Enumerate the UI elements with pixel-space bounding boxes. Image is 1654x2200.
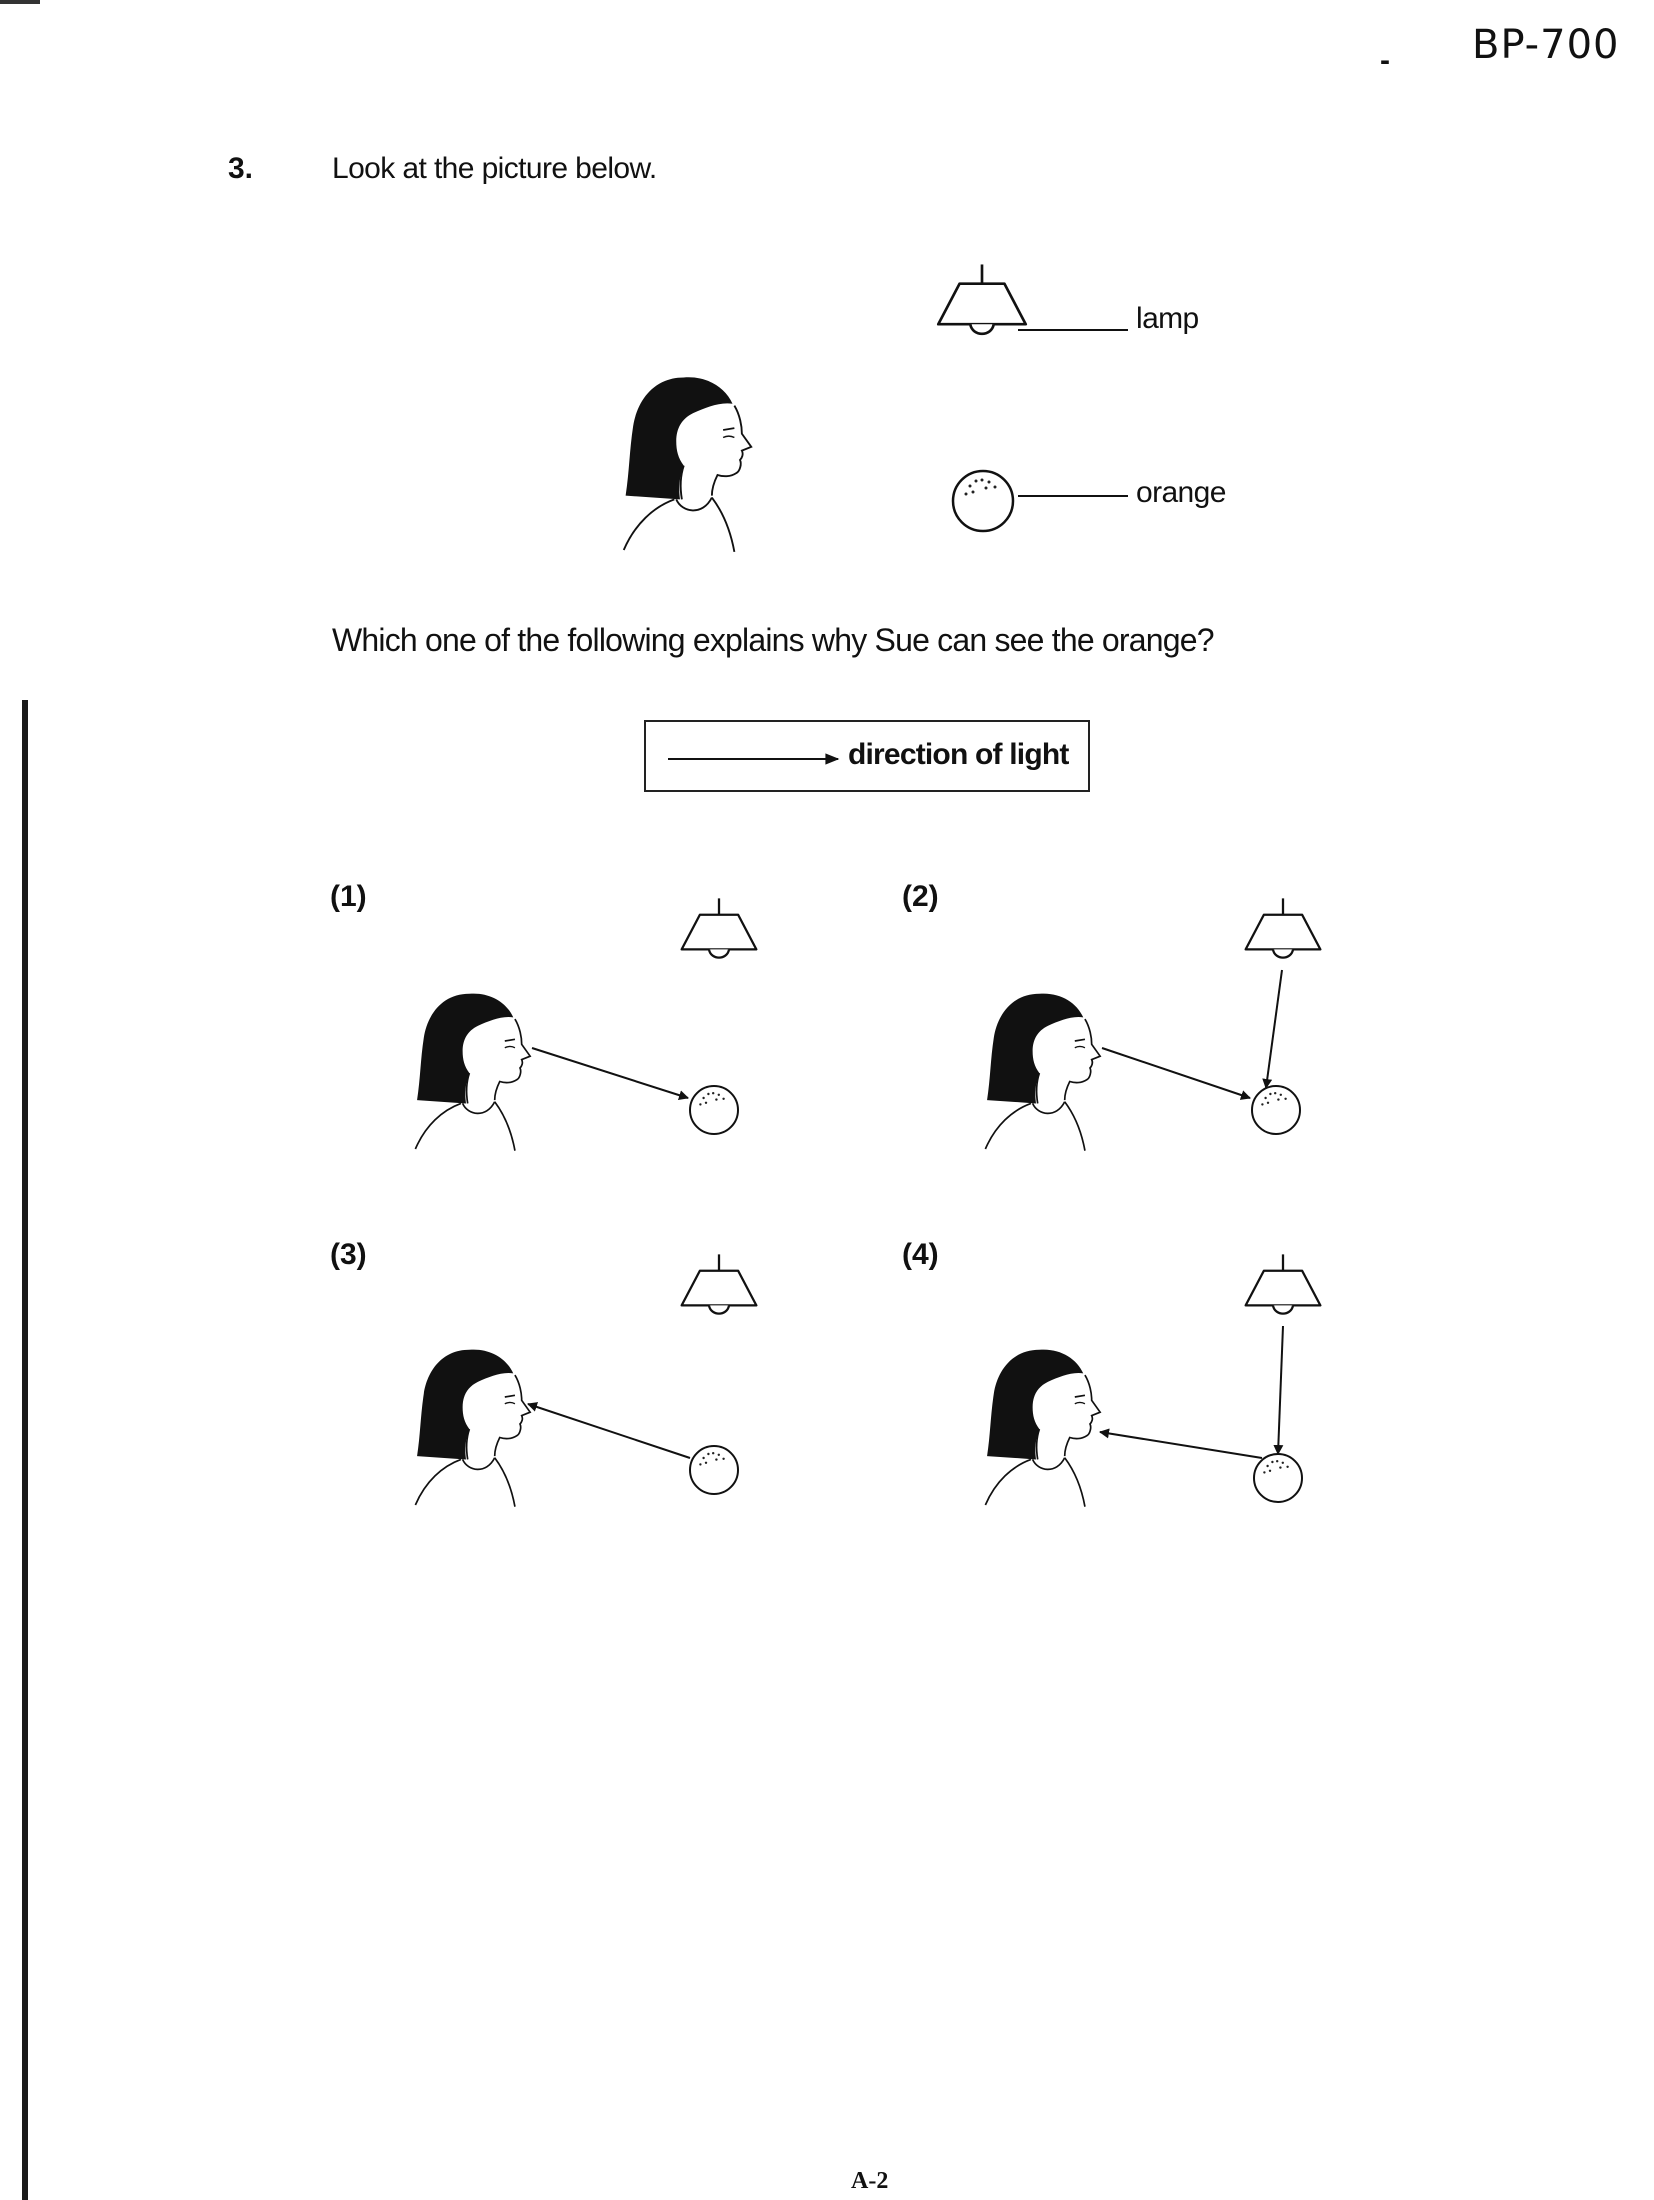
legend-box: [644, 720, 1090, 792]
legend-arrow: [668, 754, 844, 764]
option-3-girl: [415, 1350, 530, 1507]
page-number: A-2: [851, 2168, 889, 2194]
option-1-girl: [415, 994, 530, 1151]
orange-leader-line: [1018, 494, 1128, 498]
option-4-label: (4): [902, 1238, 939, 1271]
lamp-leader-line: [1018, 328, 1128, 332]
option-3-arrow-orange-to-eye: [528, 1404, 690, 1458]
lamp-label: lamp: [1136, 302, 1199, 335]
legend-text: direction of light: [848, 738, 1069, 771]
main-girl-figure: [620, 360, 770, 560]
option-1-arrow-eye-to-orange: [532, 1048, 688, 1098]
orange-label: orange: [1136, 476, 1226, 509]
option-1-lamp: [682, 898, 757, 957]
option-4-arrow-orange-to-eye: [1100, 1432, 1262, 1458]
option-4-girl: [985, 1350, 1100, 1507]
option-1-label: (1): [330, 880, 367, 913]
option-2-lamp: [1246, 898, 1321, 957]
question-number: 3.: [228, 152, 254, 185]
option-3-diagram: [410, 1252, 770, 1522]
option-4-lamp: [1246, 1254, 1321, 1313]
option-4-diagram: [980, 1252, 1340, 1522]
main-lamp-figure: [934, 262, 1030, 348]
option-2-orange: [1252, 1086, 1300, 1134]
header-dash: -: [1380, 44, 1390, 77]
option-2-arrow-lamp-to-orange: [1266, 970, 1282, 1088]
option-3-lamp: [682, 1254, 757, 1313]
option-2-girl: [985, 994, 1100, 1151]
binding-edge-bar: [22, 700, 28, 2200]
document-code: BP-700: [1472, 22, 1620, 68]
option-4-arrow-lamp-to-orange: [1278, 1326, 1283, 1454]
option-2-arrow-eye-to-orange: [1102, 1048, 1250, 1098]
question-prompt: Which one of the following explains why Sue can see the orange?: [332, 622, 1214, 658]
option-3-label: (3): [330, 1238, 367, 1271]
question-intro: Look at the picture below.: [332, 152, 657, 185]
option-3-orange: [690, 1446, 738, 1494]
option-4-orange: [1254, 1454, 1302, 1502]
main-orange-figure: [948, 466, 1018, 536]
option-2-diagram: [980, 896, 1340, 1166]
option-1-diagram: [410, 896, 770, 1166]
corner-mark: [0, 0, 40, 4]
option-1-orange: [690, 1086, 738, 1134]
option-2-label: (2): [902, 880, 939, 913]
